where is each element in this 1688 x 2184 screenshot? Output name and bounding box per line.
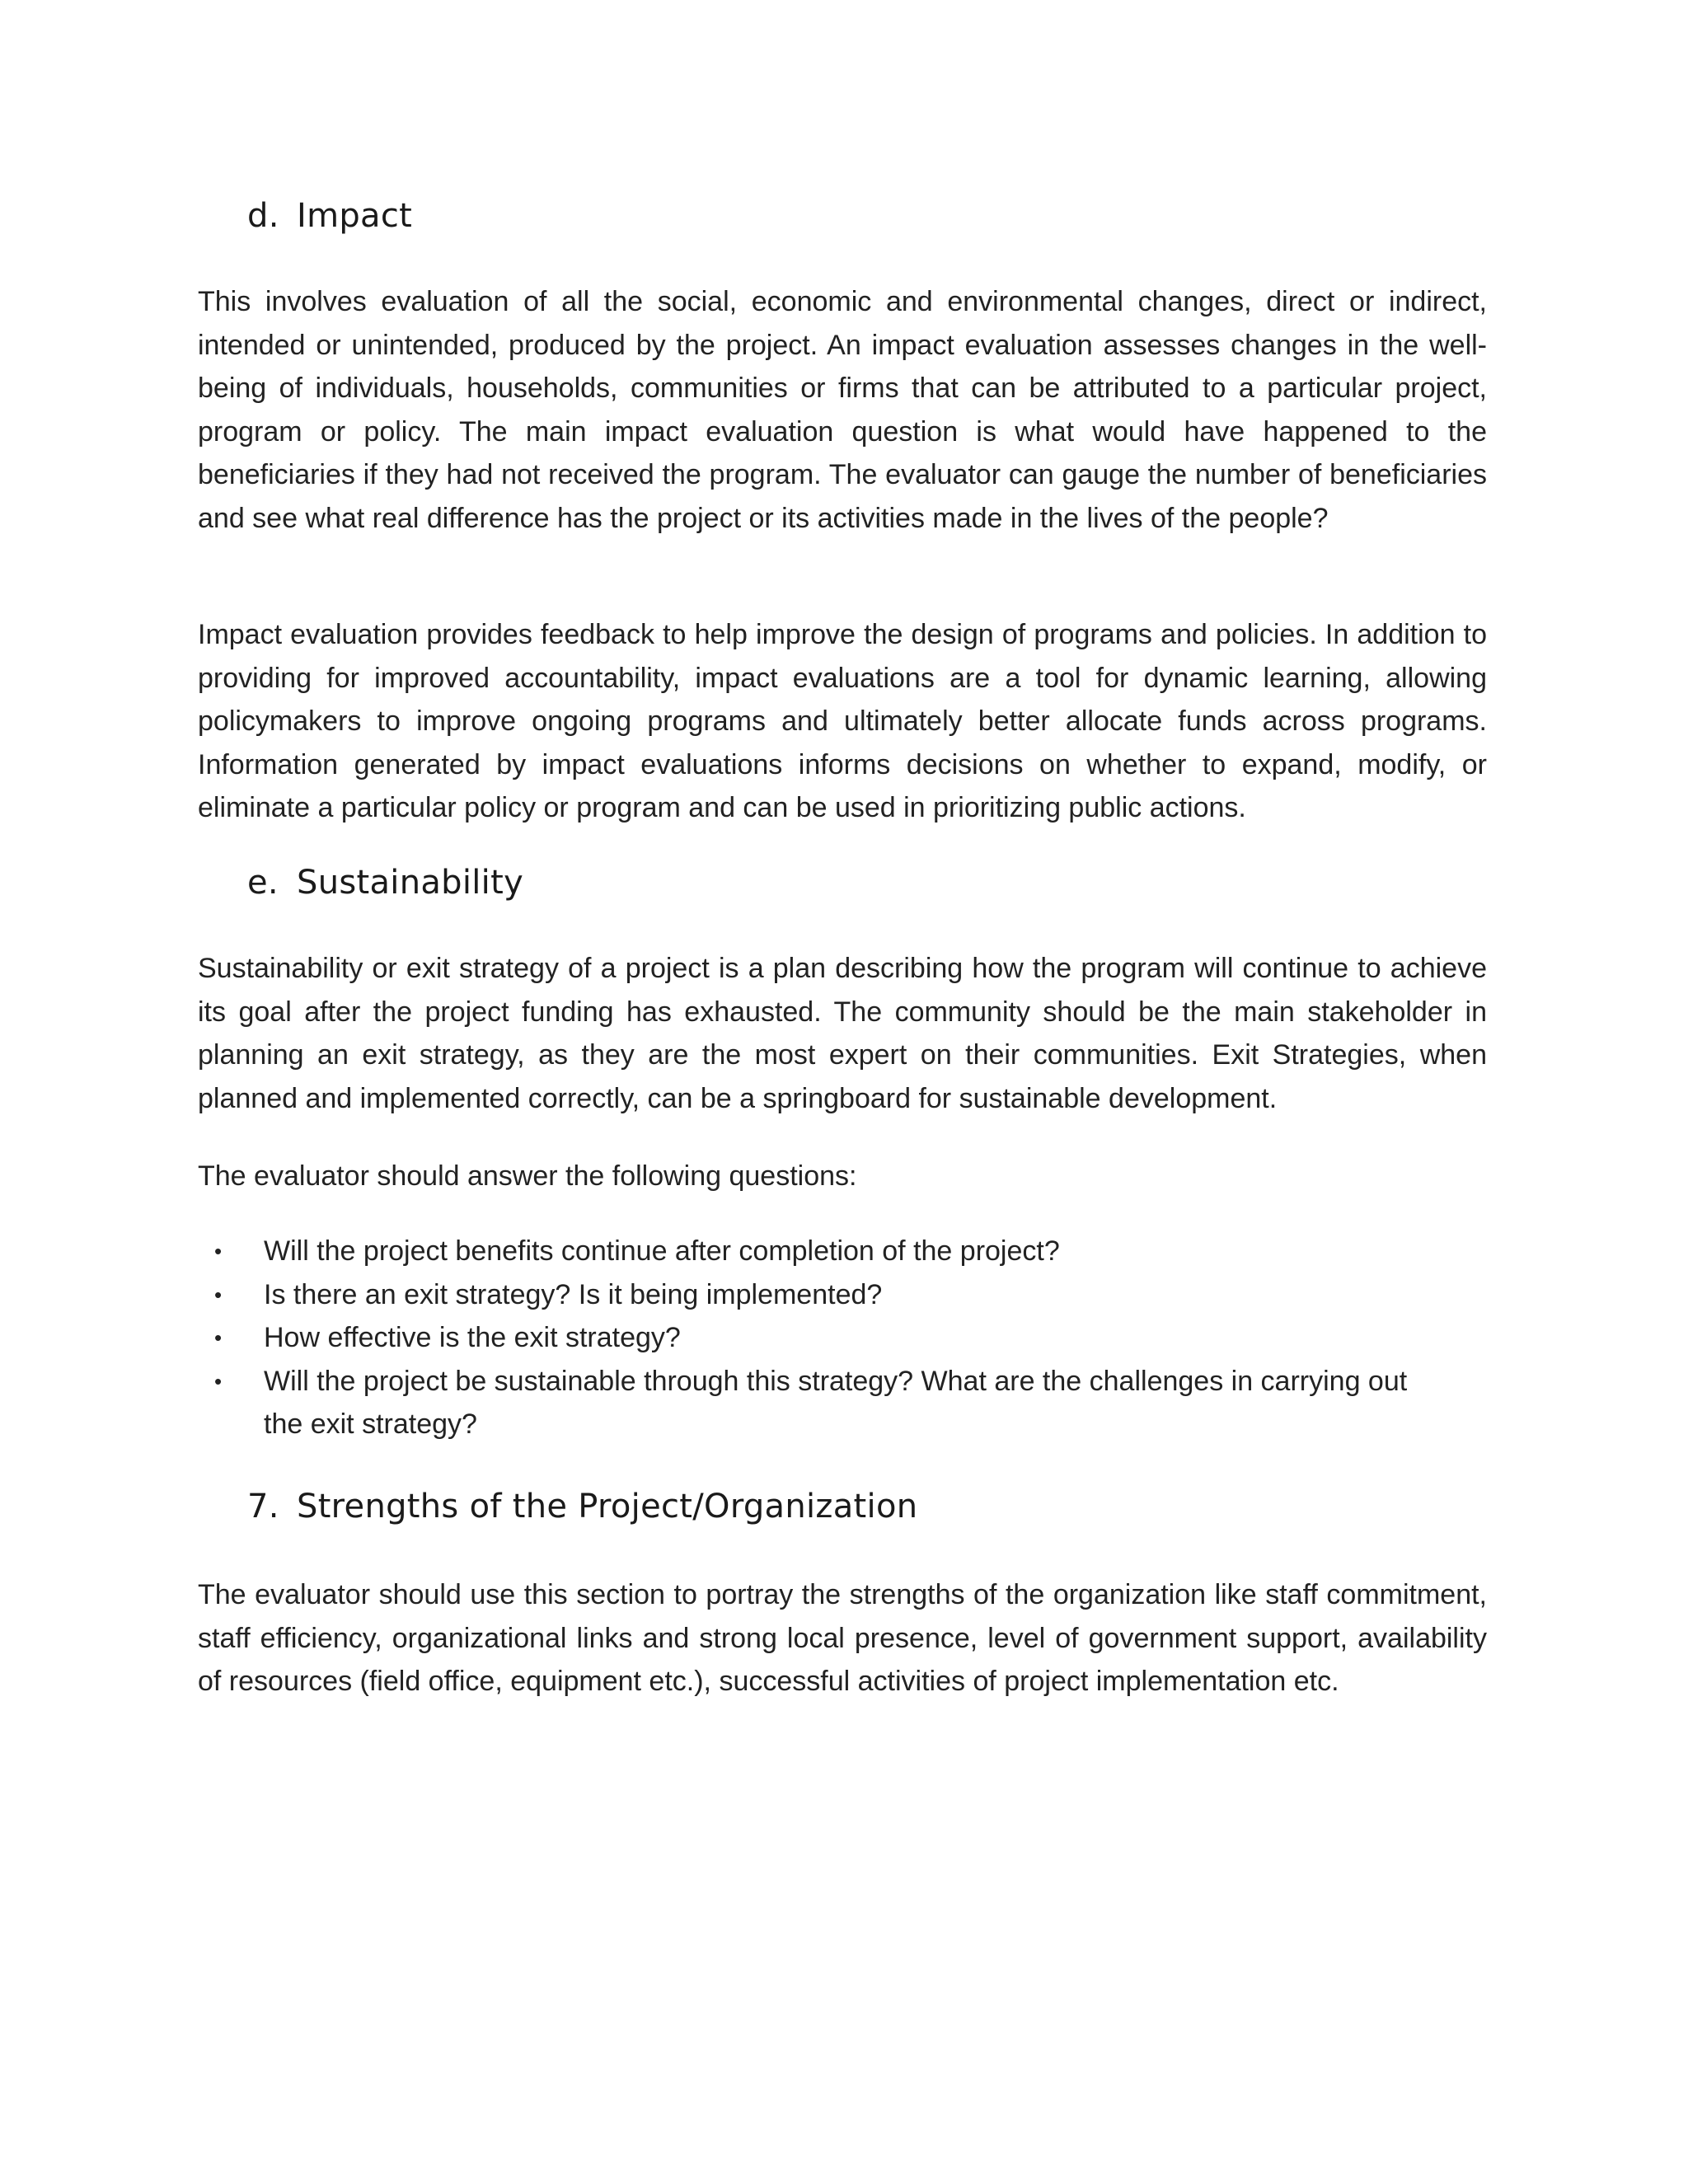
list-item [198, 1360, 1487, 1446]
strengths-heading-title: Strengths of the Project/Organization [297, 1488, 918, 1526]
strengths-heading [247, 1486, 917, 1527]
question-text: Will the project be sustainable through this strategy? What are the challenges in carrying out the exit strategy? [264, 1365, 1408, 1441]
sustainability-heading-title: Sustainability [297, 864, 524, 902]
question-text: How effective is the exit strategy? [264, 1322, 681, 1354]
list-item [198, 1230, 1487, 1273]
sustainability-paragraph-1: Sustainability or exit strategy of a project is a plan describing how the program will continue to achieve its goal after the project funding has exhausted. The community should be the main stakeholder in planning an exit strategy, as they are the most expert on their communities. Exit Strategies, when planned and implemented correctly, can be a springboard for sustainable development. [198, 953, 1487, 1114]
list-item [198, 1273, 1487, 1317]
question-text: Is there an exit strategy? Is it being implemented? [264, 1278, 883, 1310]
question-text: Will the project benefits continue after completion of the project? [264, 1235, 1060, 1267]
bullet-icon: • [214, 1282, 223, 1307]
sustainability-heading [247, 862, 523, 903]
list-item [198, 1316, 1487, 1360]
impact-heading [247, 195, 412, 237]
strengths-heading-number: 7. [247, 1488, 279, 1526]
impact-heading-number: d. [247, 197, 279, 235]
sustainability-heading-number: e. [247, 864, 279, 902]
bullet-icon: • [214, 1325, 223, 1351]
impact-heading-title: Impact [297, 197, 413, 235]
bullet-icon: • [214, 1368, 223, 1394]
impact-paragraph-1: This involves evaluation of all the social, economic and environmental changes, direct or indirect, intended or unintended, produced by the project. An impact evaluation assesses changes in the well-being of individuals, households, communities or firms that can be attributed to a particular project, program or policy. The main impact evaluation question is what would have happened to the beneficiaries if they had not received the program. The evaluator can gauge the number of beneficiaries and see what real difference has the project or its activities made in the lives of the people? [198, 286, 1487, 534]
bullet-icon: • [214, 1239, 223, 1263]
strengths-paragraph-1: The evaluator should use this section to portray the strengths of the organization like staff commitment, staff efficiency, organizational links and strong local presence, level of government support, availability of resources (field office, equipment etc.), successful activities of project implementation etc. [198, 1579, 1487, 1698]
impact-paragraph-2: Impact evaluation provides feedback to help improve the design of programs and policies. In addition to providing for improved accountability, impact evaluations are a tool for dynamic learning, allowing policymakers to improve ongoing programs and ultimately better allocate funds across programs. Information generated by impact evaluations informs decisions on whether to expand, modify, or eliminate a particular policy or program and can be used in prioritizing public actions. [198, 619, 1487, 824]
sustainability-questions-list [198, 1230, 1487, 1446]
sustainability-questions-intro: The evaluator should answer the following questions: [198, 1160, 857, 1192]
